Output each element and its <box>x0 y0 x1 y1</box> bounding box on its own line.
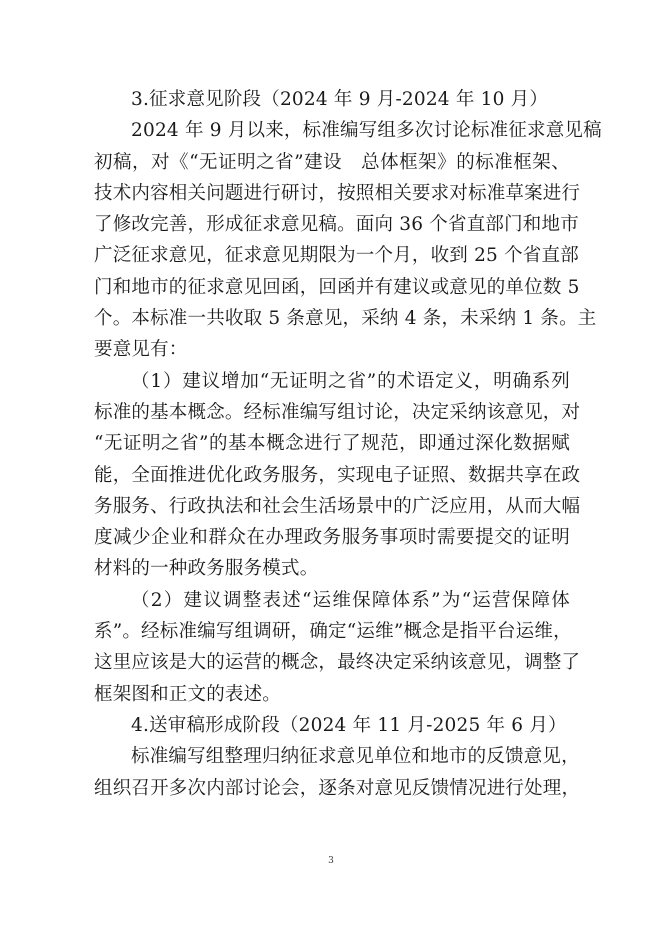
body-text <box>94 84 602 804</box>
opinion-1-line: 务服务、行政执法和社会生活场景中的广泛应用，从而大幅 <box>94 495 581 517</box>
paragraph-line: 要意见有： <box>94 339 188 361</box>
section-heading-4: 4.送审稿形成阶段（2024 年 11 月-2025 年 6 月） <box>131 714 567 736</box>
paragraph-line: 初稿，对《“无证明之省”建设 总体框架》的标准框架、 <box>94 151 570 173</box>
paragraph-line: 门和地市的征求意见回函，回函并有建议或意见的单位数 5 <box>94 276 580 298</box>
paragraph-line: 标准编写组整理归纳征求意见单位和地市的反馈意见， <box>131 746 580 768</box>
opinion-2-line: 系”。经标准编写组调研，确定“运维”概念是指平台运维， <box>94 621 572 643</box>
paragraph-line: 了修改完善，形成征求意见稿。面向 36 个省直部门和地市 <box>94 214 579 236</box>
opinion-1-line: 标准的基本概念。经标准编写组讨论，决定采纳该意见，对 <box>94 401 581 423</box>
paragraph-line: 个。本标准一共收取 5 条意见，采纳 4 条，未采纳 1 条。主 <box>94 308 597 330</box>
opinion-1-line: “无证明之省”的基本概念进行了规范，即通过深化数据赋 <box>94 433 570 455</box>
opinion-1-line: 能，全面推进优化政务服务，实现电子证照、数据共享在政 <box>94 464 581 486</box>
paragraph-line: 2024 年 9 月以来，标准编写组多次讨论标准征求意见稿 <box>131 120 602 142</box>
opinion-1-line: 度减少企业和群众在办理政务服务事项时需要提交的证明 <box>94 527 570 549</box>
paragraph-line: 技术内容相关问题进行研讨，按照相关要求对标准草案进行 <box>94 182 581 204</box>
opinion-2-line: 这里应该是大的运营的概念，最终决定采纳该意见，调整了 <box>94 652 581 674</box>
paragraph-line: 广泛征求意见，征求意见期限为一个月，收到 25 个省直部 <box>94 245 579 267</box>
opinion-1-line: （1）建议增加“无证明之省”的术语定义，明确系列 <box>131 370 570 392</box>
opinion-2-line: 框架图和正文的表述。 <box>94 683 282 705</box>
page-number: 3 <box>328 856 334 866</box>
opinion-1-line: 材料的一种政务服务模式。 <box>94 558 319 580</box>
opinion-2-line: （2）建议调整表述“运维保障体系”为“运营保障体 <box>131 589 570 611</box>
section-heading-3: 3.征求意见阶段（2024 年 9 月-2024 年 10 月） <box>131 89 549 110</box>
paragraph-line: 组织召开多次内部讨论会，逐条对意见反馈情况进行处理， <box>94 777 581 799</box>
